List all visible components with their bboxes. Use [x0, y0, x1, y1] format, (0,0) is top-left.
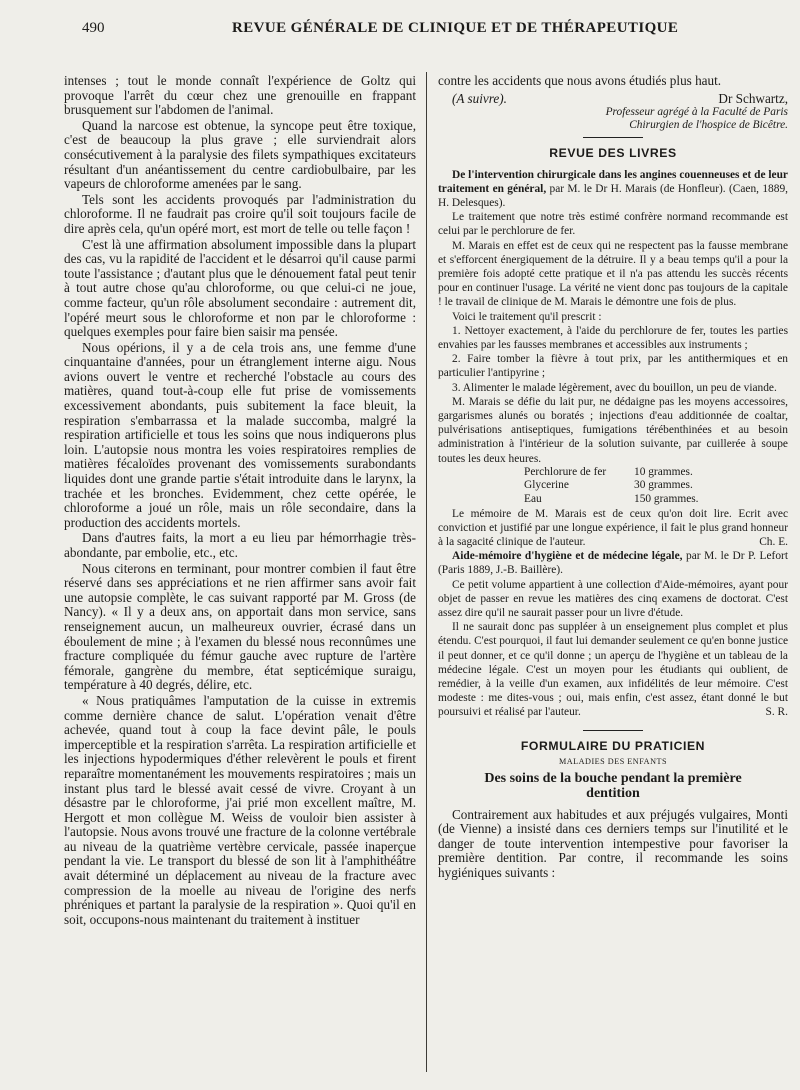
- paragraph: Nous citerons en terminant, pour montrer combien il faut être réservé dans ses appréciations et ne rien affirmer sans avoir fait une autopsie complète, le cas suivant rapporté par M. Gross (de Nancy). « Il y a deux ans, on apportait dans mon service, sans renseignement aucun, un malheureux ouvrier, écrasé dans un éboulement de mine ; à l'examen du blessé nous reconnûmes une fracture compliquée du fémur gauche avec rupture de l'artère fémorale, gangrène du membre, état septicémique suraigu, température à 40 degrés, délire, etc.: [64, 560, 416, 693]
- formula-row: [524, 466, 788, 480]
- list-item: 1. Nettoyer exactement, à l'aide du perchlorure de fer, toutes les parties envahies par les fausses membranes et accessibles aux instruments ;: [438, 324, 788, 352]
- page-header: [58, 18, 760, 40]
- formula-row: [524, 493, 788, 507]
- ingredient-name: Glycerine: [524, 479, 569, 492]
- book-review-header: [438, 168, 788, 211]
- paragraph: M. Marais se défie du lait pur, ne dédaigne pas les moyens accessoires, gargarismes alunés ou boratés ; injections d'eau additionnée de coaltar, pulvérisations antiseptiques, fumigations térébenthinées et au besoin administration à l'intérieur de la solution suivante, par cuillerée à soupe toutes les deux heures.: [438, 395, 788, 465]
- list-item: 3. Alimenter le malade légèrement, avec du bouillon, un peu de viande.: [452, 381, 777, 394]
- paragraph: « Nous pratiquâmes l'amputation de la cuisse in extremis comme dernière chance de salut. L'opération venait d'être achevée, quand tout à coup la face devint pâle, le pouls imperceptible et la respiration s'arrêta. La respiration artificielle et les injections hypodermiques d'éther relevèrent le pouls et firent reparaître momentanément les mouvements respiratoires ; mais un instant plus tard le blessé avait cessé de vivre. Croyant à un désastre par le chloroforme, j'ai prié mon excellent maître, M. Hergott et mon collègue M. Weiss de vouloir bien assister à l'autopsie. Nous avons trouvé une fracture de la colonne vertébrale au niveau de la quatrième vertèbre cervicale, passée inaperçue pendant la vie. Le transport du blessé de son lit à l'amphithéâtre avait déterminé un déplacement au niveau de la fracture avec compression de la moelle au niveau de l'origine des nerfs phréniques et partant la paralysie de la respiration ». Quoi qu'il en soit, occupons-nous maintenant du traitement à instituer: [64, 692, 416, 927]
- paragraph: Nous opérions, il y a de cela trois ans, une femme d'une cinquantaine d'années, pour un étranglement interne aigu. Nous avions ouvert le ventre et recherché l'obstacle au cours des matières, quand tout-à-coup elle fut prise de vomissements excessivement abondants, puis subitement la face bleuit, la respiration s'embarrassa et la malade succomba, malgré la respiration artificielle et tous les soins que nous indiquerons plus loin. L'autopsie nous montra les voies respiratoires remplies de matières fécaloïdes provenant des vomissements surabondants liquides dont une grande partie s'était introduite dans le larynx, la trachée et les bronches. Evidemment, chez cette opérée, le chloroforme a joué un rôle, mais un rôle secondaire, dans la production des accidents mortels.: [64, 339, 416, 530]
- ingredient-name: Perchlorure de fer: [524, 465, 607, 478]
- author-name: Dr Schwartz,: [718, 90, 788, 106]
- paragraph: Ce petit volume appartient à une collection d'Aide-mémoires, ayant pour objet de passer en revue les matières des cinq examens de doctorat. C'est assez dire qu'il ne saurait passer pour un livre d'étude.: [438, 578, 788, 620]
- reviewer-initials: Ch. E.: [759, 536, 788, 549]
- paragraph: M. Marais en effet est de ceux qui ne respectent pas la fausse membrane et s'efforcent énergiquement de la détruire. Il y a beau temps qu'il a pour la première fois adopté cette pratique et il n'a pas attendu les succès récents pour en continuer l'usage. La vérité ne vient donc pas toujours de la capitale ! le travail de clinique de M. Marais le démontre une fois de plus.: [438, 239, 788, 309]
- section-heading-formulary: FORMULAIRE DU PRATICIEN: [520, 738, 706, 753]
- book-byline: par M. le Dr H. Marais (de Honfleur). (Caen, 1889, H. Delesques).: [438, 182, 788, 209]
- left-column: [64, 74, 416, 927]
- author-affiliation: Chirurgien de l'hospice de Bicêtre.: [629, 118, 788, 131]
- paragraph: Voici le traitement qu'il prescrit :: [452, 310, 602, 323]
- book-byline: par M. le Dr P. Lefort (Paris 1889, J.-B. Baillère).: [438, 550, 788, 577]
- paragraph: [438, 620, 788, 719]
- book-title: De l'intervention chirurgicale dans les angines couenneuses et de leur traitement en général,: [438, 168, 788, 195]
- paragraph: Tels sont les accidents provoqués par l'administration du chloroforme. Il ne faudrait pas croire qu'il soit toujours facile de dire après cela, qu'un opéré mort, est mort de telle ou telle façon !: [64, 191, 416, 236]
- formula-row: [524, 479, 788, 493]
- page-number: 490: [82, 20, 105, 36]
- ingredient-qty: 30 grammes.: [634, 479, 693, 492]
- book-title: Aide-mémoire d'hygiène et de médecine légale,: [452, 550, 683, 563]
- paragraph: Quand la narcose est obtenue, la syncope peut être toxique, c'est de beaucoup la plus grave ; elle surviendrait alors consécutivement à la paralysie des filets sympathiques excitateurs résultant d'un anéantissement du centre cardiobulbaire, par les vapeurs de chloroforme amenées par le sang.: [64, 117, 416, 192]
- paragraph: C'est là une affirmation absolument impossible dans la plupart des cas, vu la rapidité de l'accident et le désarroi qu'il cause parmi toute l'assistance ; d'autant plus que le dénouement fatal peut tenir à tout autre chose qu'au chloroforme, ou que celui-ci ne joue, comme facteur, qu'un rôle absolument secondaire : autrement dit, l'opéré meurt sous le chloroforme et non par le chloroforme : quelques exemples pour faire bien saisir ma pensée.: [64, 236, 416, 340]
- continuation-text: contre les accidents que nous avons étudiés plus haut.: [438, 73, 722, 88]
- article-body: Contrairement aux habitudes et aux préjugés vulgaires, Monti (de Vienne) a insisté dans ces derniers temps sur l'inutilité et le danger de toute intervention intempestive pour favoriser la première dentition. Par contre, il recommande les soins hygiéniques suivants :: [438, 806, 788, 881]
- right-column: [438, 74, 788, 881]
- author-title: Professeur agrégé à la Faculté de Paris: [605, 105, 788, 118]
- paragraph: Le traitement que notre très estimé confrère normand recommande est celui par le perchlorure de fer.: [438, 211, 788, 238]
- subsection-heading: MALADIES DES ENFANTS: [558, 756, 668, 766]
- column-divider: [426, 72, 427, 1072]
- book-review-header: [438, 549, 788, 577]
- separator: [583, 137, 643, 138]
- separator: [583, 730, 643, 731]
- section-heading-books: REVUE DES LIVRES: [549, 145, 677, 160]
- ingredient-qty: 10 grammes.: [634, 465, 693, 478]
- paragraph: intenses ; tout le monde connaît l'expérience de Goltz qui provoque l'arrêt du cœur chez une grenouille en frappant brusquement sur l'abdomen de l'animal.: [64, 73, 416, 118]
- to-follow-line: [438, 91, 788, 106]
- ingredient-qty: 150 grammes.: [634, 493, 699, 506]
- running-title: REVUE GÉNÉRALE DE CLINIQUE ET DE THÉRAPEUTIQUE: [232, 20, 679, 36]
- article-title-line: dentition: [586, 786, 640, 802]
- paragraph: Dans d'autres faits, la mort a eu lieu par hémorrhagie très-abondante, par embolie, etc., etc.: [64, 530, 416, 560]
- to-follow-note: (A suivre).: [452, 90, 507, 106]
- article-title-line: Des soins de la bouche pendant la première: [484, 770, 742, 786]
- reviewer-initials: S. R.: [765, 706, 788, 719]
- review-closing: Le mémoire de M. Marais est de ceux qu'on doit lire. Ecrit avec conviction et justifié par une longue expérience, il fait le plus grand honneur à la sagacité clinique de l'auteur.: [438, 507, 788, 549]
- article-title: [438, 771, 788, 802]
- ingredient-name: Eau: [524, 493, 542, 506]
- paragraph: [438, 507, 788, 550]
- review-text: Il ne saurait donc pas suppléer à un enseignement plus complet et plus étendu. C'est pourquoi, il faut lui demander seulement ce qu'en bonne justice il peut donner, et ce qu'il donne ; un aperçu de l'hygiène et un tableau de la médecine légale. C'est un moyen pour les étudiants qui oublient, de remédier, à la veille d'un examen, aux infidélités de leur mémoire. C'est modeste : me dites-vous ; oui, mais enfin, c'est assez, étant donné le but poursuivi et réalisé par l'auteur.: [438, 621, 788, 719]
- list-item: 2. Faire tomber la fièvre à tout prix, par les antithermiques et en particulier l'antipyrine ;: [438, 353, 788, 380]
- prescription-formula: [438, 466, 788, 507]
